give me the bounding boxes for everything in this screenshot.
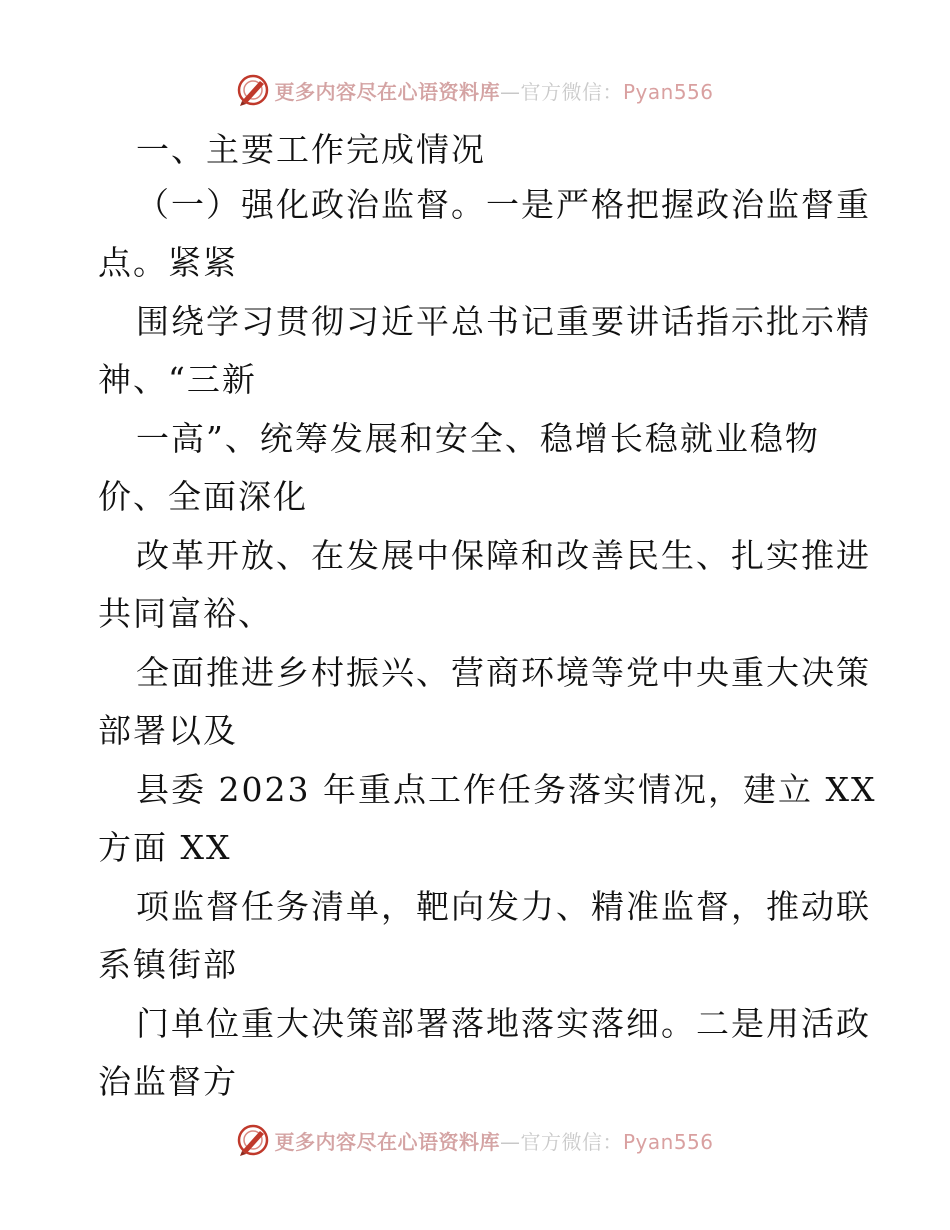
paragraph-line: 县委 2023 年重点工作任务落实情况，建立 XX [136, 770, 877, 809]
watermark-id: Pyan556 [622, 79, 714, 104]
paragraph-line: 项监督任务清单，靶向发力、精准监督，推动联 [136, 887, 871, 926]
watermark-footer [0, 1120, 950, 1160]
watermark-separator: — [499, 1129, 521, 1154]
watermark-id: Pyan556 [622, 1129, 714, 1154]
paragraph-line: （一）强化政治监督。一是严格把握政治监督重 [136, 185, 871, 224]
paragraph-line: 神、“三新 [98, 360, 257, 399]
paragraph-line: 系镇街部 [98, 945, 238, 984]
paragraph-line: 全面推进乡村振兴、营商环境等党中央重大决策 [136, 653, 871, 692]
watermark-main: 更多内容尽在心语资料库 [274, 1129, 500, 1154]
paragraph-line: 点。紧紧 [98, 243, 238, 282]
paragraph-line: 围绕学习贯彻习近平总书记重要讲话指示批示精 [136, 302, 871, 341]
watermark-text [274, 76, 713, 105]
paragraph-line: 部署以及 [98, 711, 238, 750]
watermark-separator: — [499, 79, 521, 104]
watermark-main: 更多内容尽在心语资料库 [274, 79, 500, 104]
paragraph-line: 共同富裕、 [98, 594, 273, 633]
watermark-text [274, 1126, 713, 1155]
pen-logo-icon [236, 1123, 270, 1157]
paragraph-line: 门单位重大决策部署落地落实落细。二是用活政 [136, 1004, 871, 1043]
watermark-official: 官方微信： [520, 79, 623, 104]
pen-logo-icon [236, 73, 270, 107]
paragraph-line: 价、全面深化 [98, 477, 308, 516]
section-heading: 一、主要工作完成情况 [136, 130, 486, 169]
paragraph-line: 治监督方 [98, 1062, 238, 1101]
paragraph-line: 一高”、统筹发展和安全、稳增长稳就业稳物 [136, 419, 820, 458]
paragraph-line: 方面 XX [98, 828, 232, 867]
watermark-official: 官方微信： [520, 1129, 623, 1154]
paragraph-line: 改革开放、在发展中保障和改善民生、扎实推进 [136, 536, 871, 575]
watermark-header [0, 70, 950, 110]
